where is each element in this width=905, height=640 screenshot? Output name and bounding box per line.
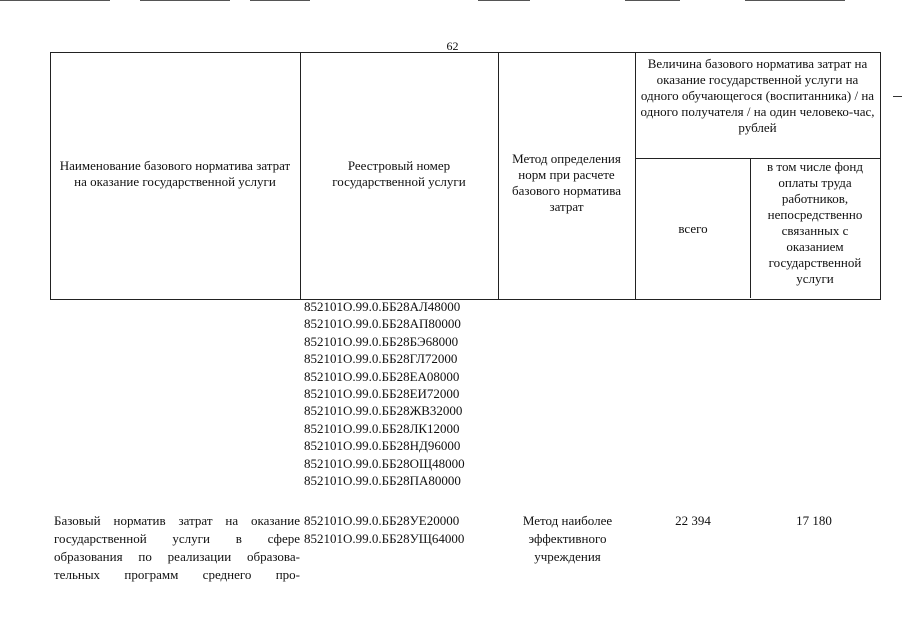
code-item: 852101О.99.0.ББ28ЕИ72000 [304,386,460,402]
code-item: 852101О.99.0.ББ28УЩ64000 [304,531,465,546]
code-item: 852101О.99.0.ББ28НД96000 [304,438,461,454]
scan-line [478,0,530,1]
margin-tick [893,96,902,97]
page-number: 62 [446,39,459,53]
header-method: Метод определения норм при расчете базового норматива затрат [512,151,621,214]
row-registry-codes [304,512,464,548]
code-item: 852101О.99.0.ББ28ЛК12000 [304,420,460,436]
header-registry: Реестровый номер государственной услуги [332,158,466,189]
column-divider [300,52,301,299]
code-item: 852101О.99.0.ББ28ГЛ72000 [304,351,458,367]
scan-line [140,0,230,1]
header-total: всего [678,221,708,236]
code-item: 852101О.99.0.ББ28УЕ20000 [304,513,460,528]
column-divider [750,158,751,298]
code-item: 852101О.99.0.ББ28ЖВ32000 [304,403,463,419]
name-line: государственной услуги в сфере [54,531,300,546]
continued-codes-list [304,298,465,489]
scan-line [0,0,110,1]
name-line: Базовый норматив затрат на оказание [54,513,300,528]
header-incl-fund: в том числе фонд оплаты труда работников, непосредственно связанных с оказанием государственной услуги [767,159,863,286]
column-divider [498,52,499,299]
code-item: 852101О.99.0.ББ28АЛ48000 [304,299,461,314]
scan-line [745,0,845,1]
header-name: Наименование базового норматива затрат на оказание государственной услуги [59,158,291,189]
scan-line [250,0,310,1]
code-item: 852101О.99.0.ББ28БЭ68000 [304,333,459,349]
row-service-name [54,512,300,584]
header-value: Величина базового норматива затрат на оказание государственной услуги на одного обучающегося (воспитанника) / на одного получателя / на один человеко-час, рублей [640,56,875,135]
code-item: 852101О.99.0.ББ28ЕА08000 [304,368,460,384]
row-method: Метод наиболее эффективного учреждения [522,513,613,564]
code-item: 852101О.99.0.ББ28ПА80000 [304,473,461,489]
code-item: 852101О.99.0.ББ28ОЩ48000 [304,455,465,471]
scan-line [625,0,680,1]
name-line: тельных программ среднего про- [54,567,300,582]
row-total: 22 394 [675,513,711,528]
name-line: образования по реализации образова- [54,549,300,564]
code-item: 852101О.99.0.ББ28АП80000 [304,316,461,332]
row-incl-fund: 17 180 [796,513,832,528]
column-divider [635,52,636,299]
